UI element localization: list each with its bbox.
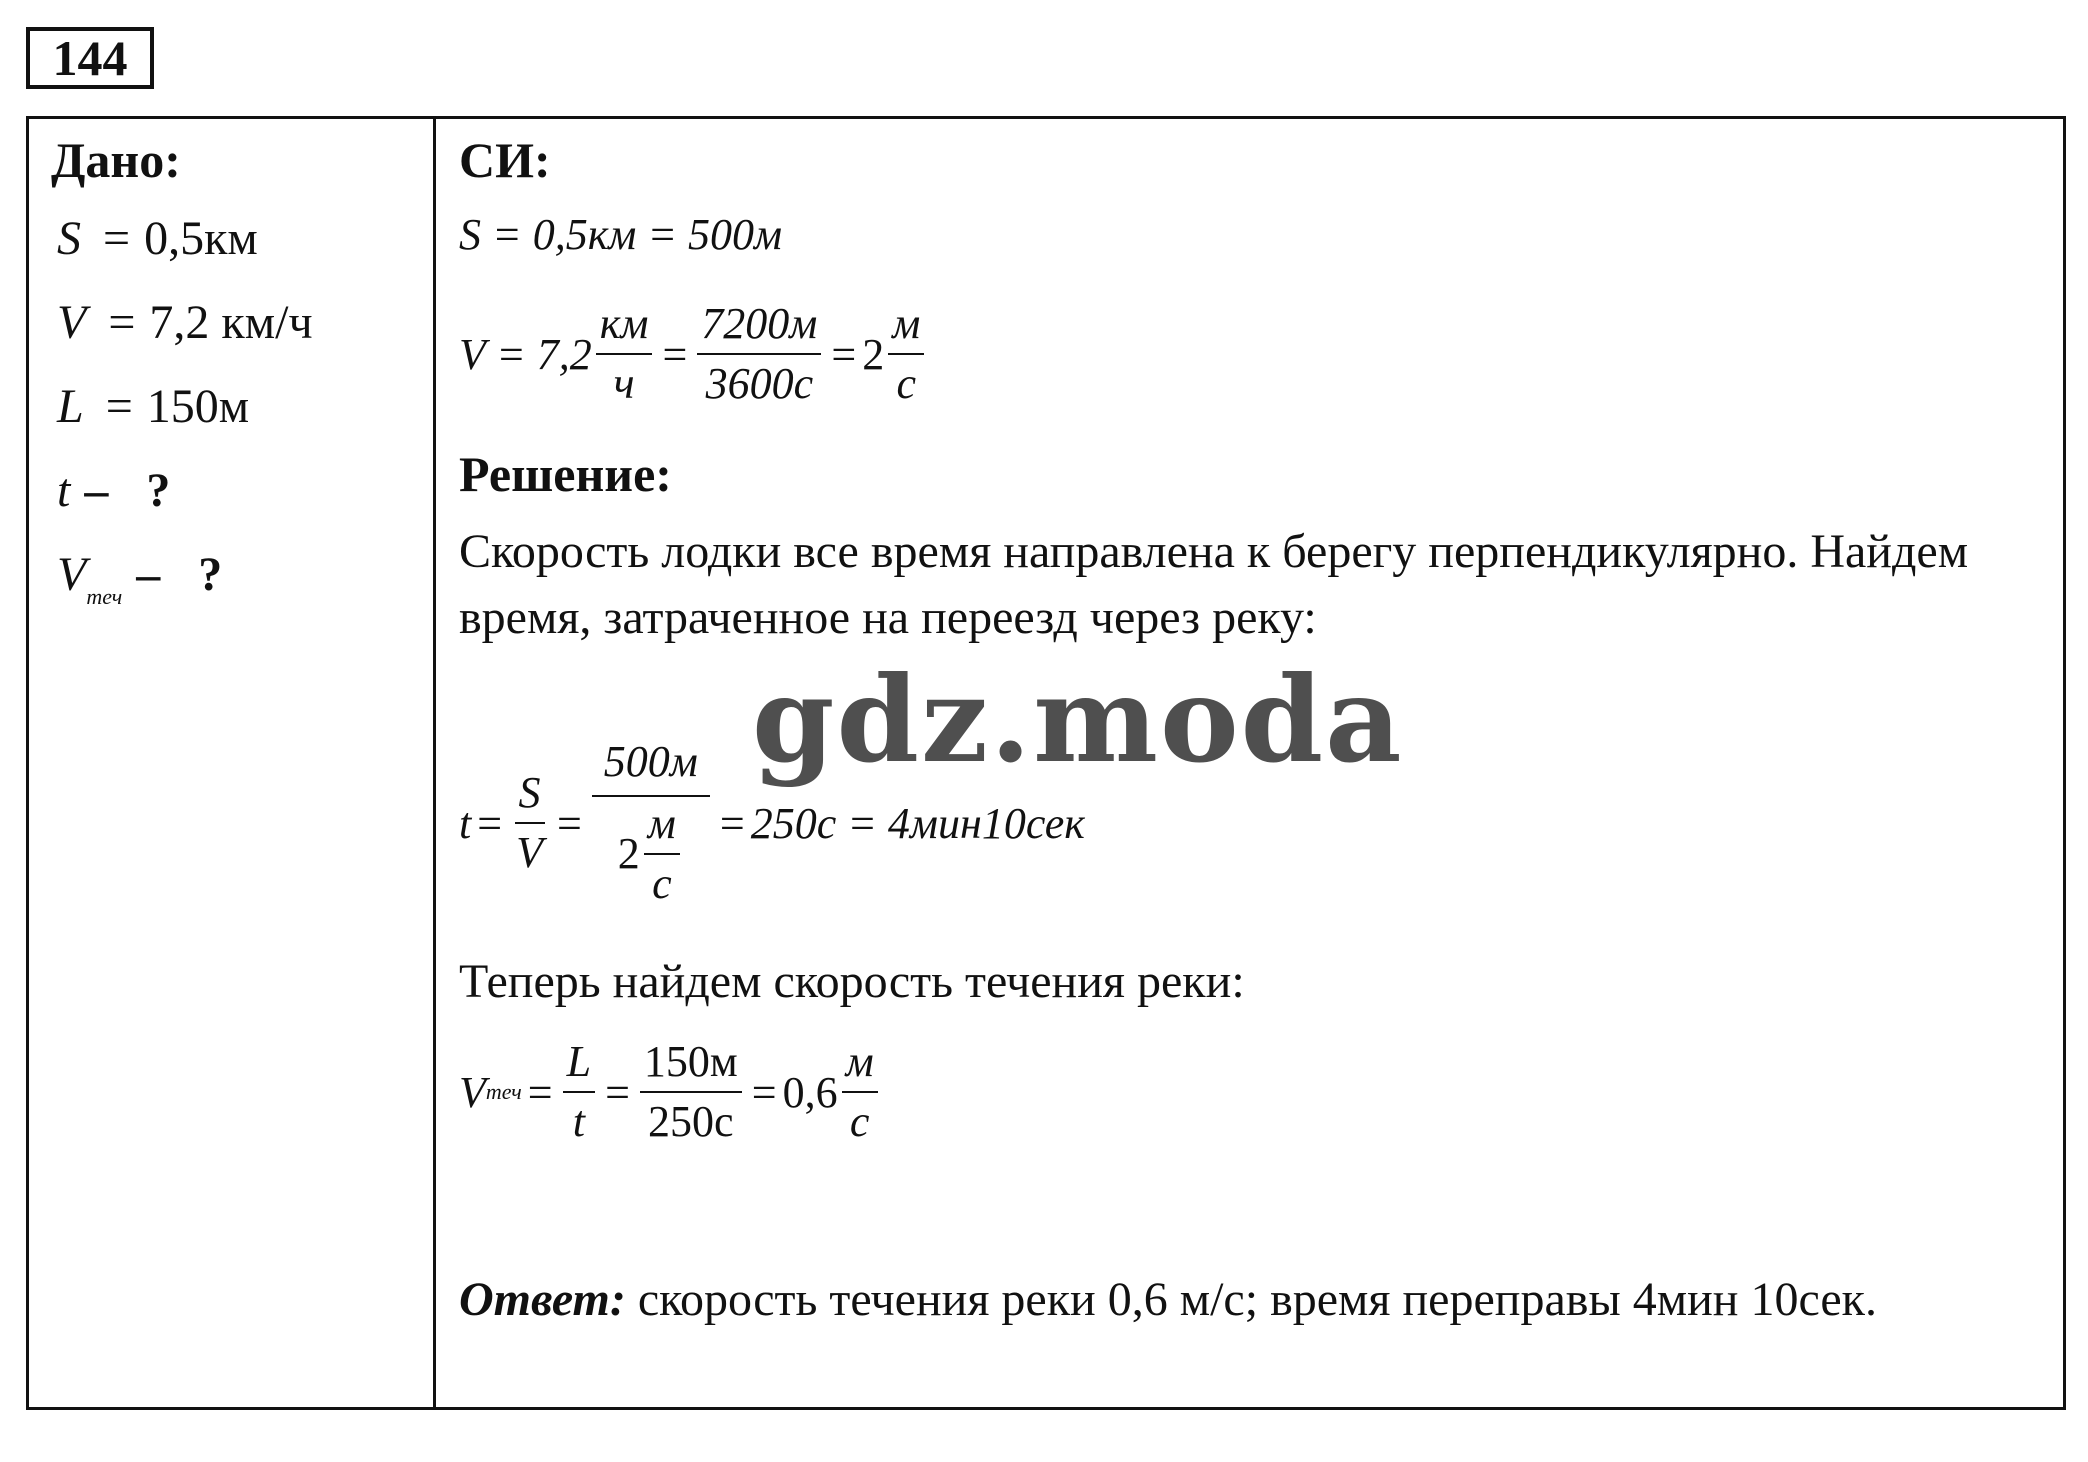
denominator (614, 797, 688, 907)
answer (459, 1267, 2059, 1333)
formula-sub: теч (485, 1079, 522, 1105)
given-row-l: L = 150м (57, 380, 250, 433)
formula-result: 2 (862, 329, 885, 379)
denominator: t (572, 1097, 585, 1147)
numerator: 150м (640, 1039, 742, 1093)
watermark: gdz.moda (752, 650, 1404, 789)
formula-lhs: V = 7,2 (459, 329, 592, 379)
unknown-var: V (57, 548, 87, 601)
numerator: м (888, 301, 924, 355)
question-mark: ? (146, 464, 171, 517)
numerator: S (515, 770, 545, 824)
given-value: 7,2 км/ч (149, 296, 313, 349)
unknown-sub: теч (86, 584, 123, 609)
denominator: с (896, 359, 917, 409)
formula-result: 0,6 (782, 1067, 838, 1117)
numerator: 7200м (697, 301, 821, 355)
given-value: 0,5км (144, 212, 258, 265)
time-formula: t = $\frac{S}{V}$ = 500м 2 $\frac{м}{с}$ = 250с = 4мин10сек (459, 737, 1085, 909)
si-heading: СИ: (459, 132, 551, 188)
fraction (697, 301, 821, 407)
numerator: L (563, 1039, 595, 1093)
flow-formula: V теч = $\frac{L}{t}$ = $\frac{150м}{250с}$ = 0,6 $\frac{м}{с}$ (459, 1039, 882, 1145)
given-var: V (57, 296, 87, 349)
answer-label: Ответ: (459, 1273, 626, 1326)
given-row-v: V = 7,2 км/ч (57, 296, 313, 349)
formula-result: 250с = 4мин10сек (750, 798, 1085, 848)
denominator: 250с (648, 1097, 734, 1147)
si-s-formula: S = 0,5км = 500м (459, 210, 783, 259)
unknown-var: t (57, 464, 71, 517)
given-value: 150м (146, 380, 250, 433)
solution-text-time: Скорость лодки все время направлена к берегу перпендикулярно. Найдем время, затраченное на переезд через реку: (459, 525, 1969, 644)
unknown-v-flow: $V_{теч}$ – ? (57, 548, 223, 609)
numerator: м (644, 801, 680, 855)
fraction (640, 1039, 742, 1145)
solution-heading: Решение: (459, 446, 672, 502)
answer-text: скорость течения реки 0,6 м/с; время переправы 4мин 10сек. (625, 1273, 1877, 1326)
given-var: S (57, 212, 81, 265)
fraction (592, 739, 710, 908)
si-v-formula: V = 7,2 $\frac{км}{ч}$ = $\frac{7200м}{3600с}$ = 2 $\frac{м}{с}$ (459, 301, 928, 407)
fraction (888, 301, 924, 407)
denominator: 3600с (705, 359, 814, 409)
numerator: м (842, 1039, 878, 1093)
question-mark: ? (198, 548, 223, 601)
solution-text-flow: Теперь найдем скорость течения реки: (459, 955, 1245, 1008)
numerator: км (596, 301, 653, 355)
fraction (842, 1039, 878, 1145)
fraction (644, 801, 680, 907)
denominator: с (652, 859, 672, 909)
given-row-s: S = 0,5км (57, 212, 258, 265)
formula-lhs: t (459, 798, 472, 848)
fraction (563, 1039, 595, 1145)
given-heading: Дано: (51, 132, 181, 188)
formula-lhs: V (459, 1067, 486, 1117)
denominator: ч (613, 359, 635, 409)
column-divider (433, 119, 436, 1407)
denominator: V (516, 828, 543, 878)
fraction (596, 301, 653, 407)
denominator: с (849, 1097, 870, 1147)
given-var: L (57, 380, 84, 433)
coefficient: 2 (617, 829, 640, 879)
fraction (512, 770, 547, 876)
numerator: 500м (592, 739, 710, 797)
problem-number: 144 (26, 27, 154, 89)
unknown-t: t – ? (57, 464, 171, 517)
